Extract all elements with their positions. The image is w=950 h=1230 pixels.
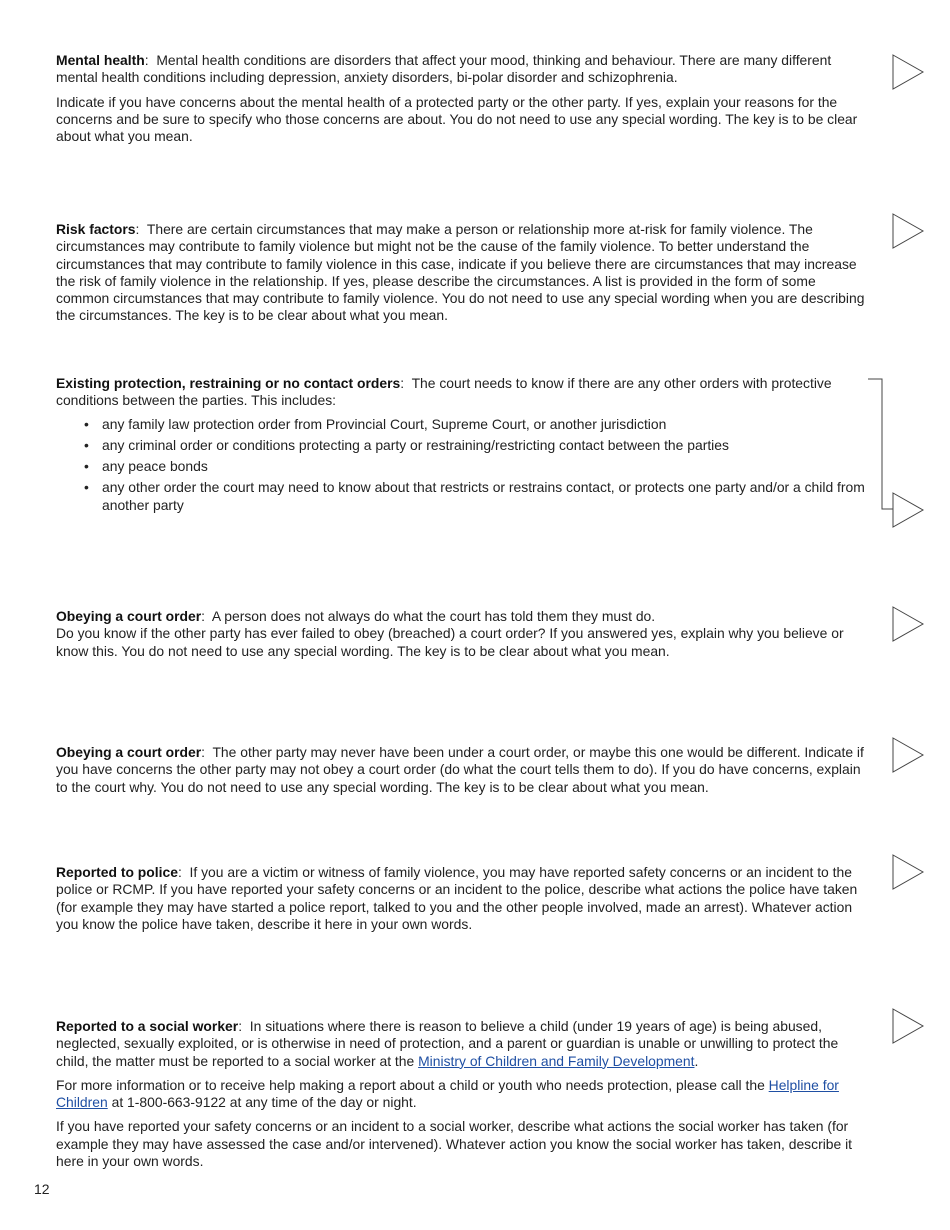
mental-health-instruction: Indicate if you have concerns about the mental health of a protected party or the other party. If yes, explain your reasons for the concerns and be sure to specify who those concerns are about. You do not need to use any special wording. The key is to be clear about what you mean. (56, 93, 858, 145)
existing-orders-arrow-icon[interactable] (892, 492, 924, 528)
obey-1-line1-text: A person does not always do what the court has told them they must do. (211, 608, 656, 624)
police-title: Reported to police (56, 864, 178, 880)
obey-2-title: Obeying a court order (56, 744, 202, 760)
police-body: If you are a victim or witness of family violence, you may have reported safety concerns or an incident to the police or RCMP. If you have reported your safety concerns or an incident to the police, describe what actions the police have taken (for example they may have started a police report, talked to you and the other people involved, made an arrest). Whatever action you know the police have taken, describe it here in your own words. (56, 864, 858, 932)
page-number: 12 (34, 1181, 50, 1197)
mental-health-arrow-icon[interactable] (892, 54, 924, 90)
section-obeying-court-order-2 (56, 744, 866, 803)
section-existing-orders (56, 375, 866, 518)
mental-health-intro: Mental health: Mental health conditions are disorders that affect your mood, thinking and behaviour. There are many different mental health conditions including depression, anxiety disorders, bi-polar disorder and schizophrenia. (56, 52, 832, 86)
social-worker-period: . (694, 1052, 699, 1069)
social-worker-body: In situations where there is reason to believe a child (under 19 years of age) is being abused, neglected, sexually exploited, or is otherwise in need of protection, and a parent or guardian is unable or unwilling to protect the child, the matter must be reported to a social worker at the (56, 1018, 839, 1069)
risk-factors-arrow-icon[interactable] (892, 213, 924, 249)
risk-factors-title: Risk factors (56, 221, 136, 237)
social-worker-arrow-icon[interactable] (892, 1008, 924, 1044)
police-text: Reported to police: If you are a victim or witness of family violence, you may have reported safety concerns or an incident to the police or RCMP. If you have reported your safety concerns or an incident to the police, describe what actions the police have taken (for example they may have started a police report, talked to you and the other people involved, made an arrest). Whatever action you know the police have taken, describe it here in your own words. (56, 864, 858, 932)
list-item: • any peace bonds (56, 458, 866, 475)
helpline-before: For more information or to receive help making a report about a child or youth who needs protection, please call the (56, 1076, 765, 1093)
obey-1-line2: Do you know if the other party has ever failed to obey (breached) a court order? If you answered yes, explain why you believe or know this. You do not need to use any special wording. The key is to be clear about what you mean. (56, 625, 844, 659)
social-worker-text: Reported to a social worker: In situations where there is reason to believe a child (under 19 years of age) is being abused, neglected, sexually exploited, or is otherwise in need of protection, and a parent or guardian is unable or unwilling to protect the child, the matter must be reported to a social worker at the Ministry of Children and Family Development. (56, 1018, 839, 1069)
risk-factors-body: There are certain circumstances that may make a person or relationship more at-risk for family violence. The circumstances may contribute to family violence but might not be the cause of the family violence. To better understand the circumstances that may contribute to family violence in this case, indicate if you believe there are circumstances that may increase the risk of family violence in the relationship. If yes, please describe the circumstances. A list is provided in the form of some common circumstances that may contribute to family violence. You do not need to use any special wording when you are describing the circumstances. The key is to be clear about what you mean. (56, 221, 865, 324)
helpline-after: at 1-800-663-9122 at any time of the day or night. (111, 1094, 417, 1111)
risk-factors-text: Risk factors: There are certain circumstances that may make a person or relationship more at-risk for family violence. The circumstances may contribute to family violence but might not be the cause of the family violence. To better understand the circumstances that may contribute to family violence in this case, indicate if you believe there are circumstances that may increase the risk of family violence in the relationship. If yes, please describe the circumstances. A list is provided in the form of some common circumstances that may contribute to family violence. You do not need to use any special wording when you are describing the circumstances. The key is to be clear about what you mean. (56, 221, 865, 324)
existing-orders-title: Existing protection, restraining or no contact orders (56, 375, 401, 391)
section-risk-factors (56, 221, 866, 332)
existing-orders-list (56, 416, 866, 514)
section-reported-to-social-worker (56, 1018, 866, 1177)
list-item: • any family law protection order from Provincial Court, Supreme Court, or another jurisdiction (56, 416, 866, 433)
police-arrow-icon[interactable] (892, 854, 924, 890)
obey-1-title: Obeying a court order (56, 608, 202, 624)
list-item: • any other order the court may need to know about that restricts or restrains contact, or protects one party and/or a child from another party (56, 479, 866, 514)
section-mental-health (56, 52, 866, 152)
obey-2-text: Obeying a court order: The other party may never have been under a court order, or maybe this one would be different. Indicate if you have concerns the other party may not obey a court order (do what the court tells them to do). If you do have concerns, explain to the court why. You do not need to use any special wording. The key is to be clear about what you mean. (56, 744, 864, 795)
section-reported-to-police (56, 864, 866, 940)
social-worker-title: Reported to a social worker (56, 1018, 239, 1034)
mcfd-link[interactable]: Ministry of Children and Family Development (418, 1052, 695, 1069)
section-obeying-court-order-1 (56, 608, 866, 660)
social-worker-final: If you have reported your safety concerns or an incident to a social worker, describe what actions the social worker has taken (for example they may have assessed the case and/or intervened). Whatever action you know the social worker has taken, describe it here in your own words. (56, 1118, 853, 1170)
obey-2-arrow-icon[interactable] (892, 737, 924, 773)
obey-1-arrow-icon[interactable] (892, 606, 924, 642)
helpline-link[interactable]: Helpline for Children (56, 1076, 839, 1111)
helpline-text (56, 1077, 866, 1112)
obey-1-line1: Obeying a court order: A person does not always do what the court has told them they must do. (56, 608, 656, 624)
mental-health-title: Mental health (56, 52, 145, 68)
existing-orders-text: Existing protection, restraining or no contact orders: The court needs to know if there are any other orders with protective conditions between the parties. This includes: (56, 375, 832, 409)
existing-orders-bracket-icon (866, 378, 894, 510)
obey-2-body: The other party may never have been under a court order, or maybe this one would be different. Indicate if you have concerns the other party may not obey a court order (do what the court tells them to do). If you do have concerns, explain to the court why. You do not need to use any special wording. The key is to be clear about what you mean. (56, 744, 864, 795)
mental-health-intro-text: Mental health conditions are disorders that affect your mood, thinking and behaviour. There are many different mental health conditions including depression, anxiety disorders, bi-polar disorder and schizophrenia. (56, 52, 832, 86)
list-item: • any criminal order or conditions protecting a party or restraining/restricting contact between the parties (56, 437, 866, 454)
existing-orders-body: The court needs to know if there are any other orders with protective conditions between the parties. This includes: (56, 375, 832, 409)
